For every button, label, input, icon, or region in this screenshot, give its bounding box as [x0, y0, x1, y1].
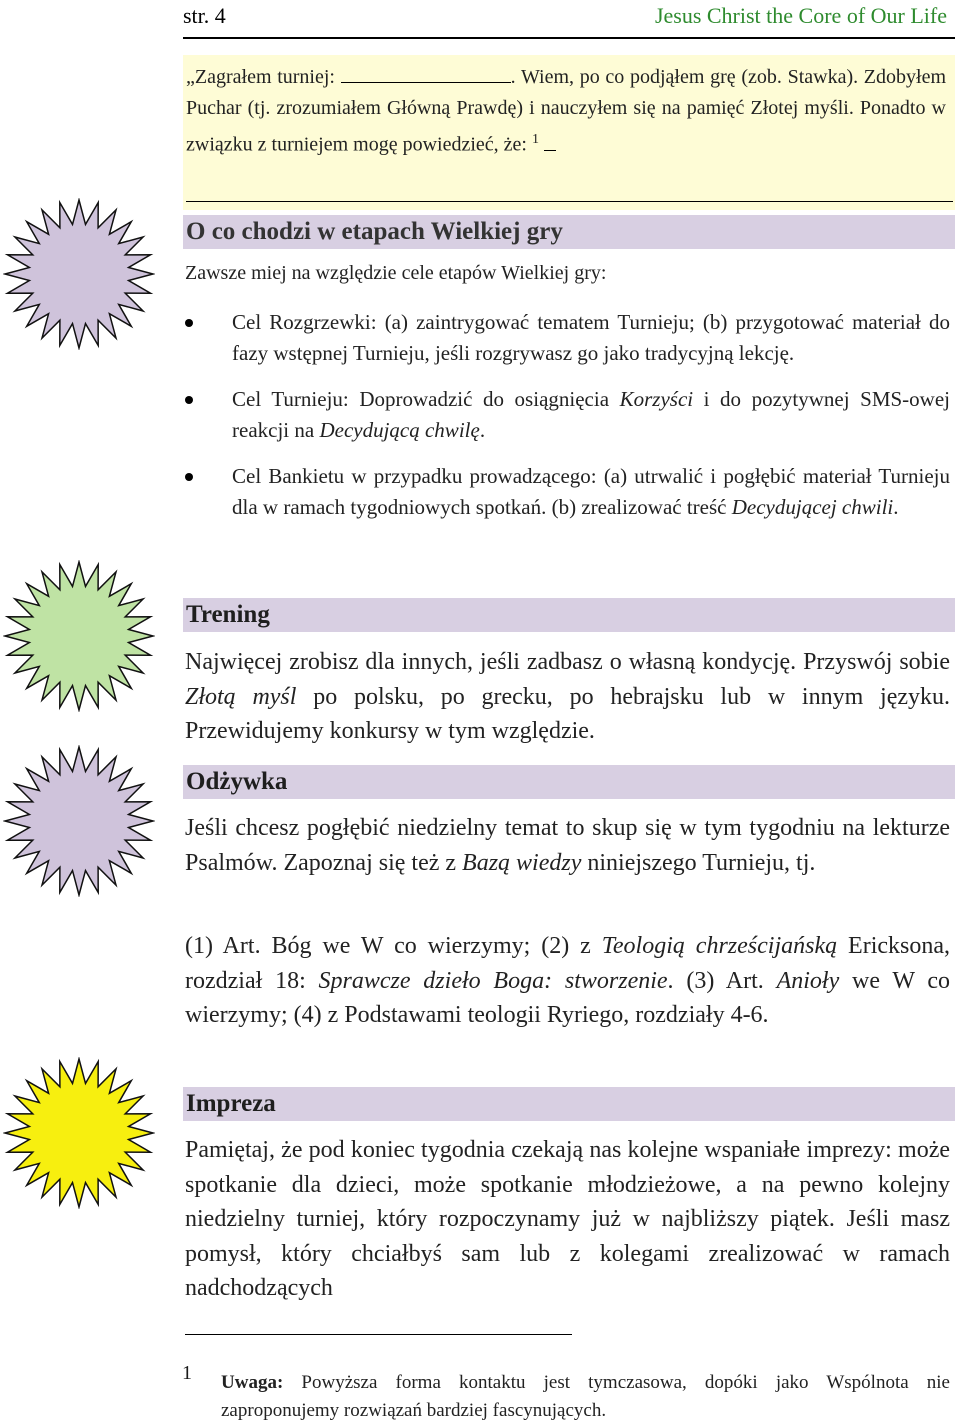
nutrition-text: [185, 811, 950, 880]
list-item: [185, 307, 950, 368]
page-header: [183, 0, 955, 39]
training-text: [185, 645, 950, 749]
bullet-text: Cel Bankietu w przypadku prowadzącego: (a) utrwalić i pogłębić materiał Turnieju dla w ramach tygodniowych spotkań. (b) zrealizować treść: [232, 464, 950, 519]
reading-list: [185, 929, 950, 1033]
footnote-body: Powyższa forma kontaktu jest tymczasowa, dopóki jako Wspólnota nie zaproponujemy rozwiązań bardziej fascynujących.: [221, 1372, 950, 1421]
star-shape: [5, 1059, 153, 1207]
footnote-number: 1: [182, 1362, 192, 1384]
star-shape: [5, 747, 153, 895]
intro-box: [183, 55, 955, 210]
intro-text: [186, 62, 946, 161]
goals-intro: Zawsze miej na względzie cele etapów Wielkiej gry:: [185, 262, 607, 284]
training-text-part: po polsku, po grecku, po hebrajsku lub w innym języku. Przewidujemy konkursy w tym względzie.: [185, 683, 950, 744]
star-shape: [5, 200, 153, 348]
reading-text-part: (1) Art. Bóg we W co wierzymy; (2) z: [185, 933, 602, 959]
nutrition-text-part: niniejszego Turnieju, tj.: [581, 849, 816, 876]
reading-emphasis: Anioły: [776, 967, 840, 994]
training-heading: Trening: [183, 598, 955, 632]
yellow-star-icon: [3, 1057, 155, 1209]
purple-star-icon: [3, 745, 155, 897]
goals-heading: O co chodzi w etapach Wielkiej gry: [183, 215, 955, 249]
reading-emphasis: Sprawcze dzieło Boga: stworzenie: [318, 967, 668, 994]
bullet-icon: [185, 319, 193, 327]
bullet-text: Cel Turnieju: Doprowadzić do osiągnięcia: [232, 387, 620, 411]
list-item: [185, 384, 950, 445]
goals-list: [185, 307, 950, 538]
bullet-text: .: [479, 417, 486, 442]
footnote-label: Uwaga:: [221, 1372, 284, 1393]
green-star-icon: [3, 560, 155, 712]
reading-text-part: Ericksona, rozdział 18:: [185, 933, 951, 994]
bullet-emphasis: Korzyści: [619, 387, 694, 411]
intro-text-rest: . Wiem, po co podjąłem grę (zob. Stawka). Zdobyłem Puchar (tj. zrozumiałem Główną Prawdę) i nauczyłem się na pamięć Złotej myśli. Ponadto w związku z turniejem mogę powiedzieć, że:: [186, 66, 947, 156]
star-shape: [5, 562, 153, 710]
answer-blank-short[interactable]: [544, 136, 556, 151]
answer-line[interactable]: [186, 201, 953, 202]
bullet-text: .: [893, 494, 899, 519]
book-title: Jesus Christ the Core of Our Life: [654, 3, 947, 28]
event-text: Pamiętaj, że pod koniec tygodnia czekają nas kolejne wspaniałe imprezy: może spotkanie dla dzieci, może spotkanie młodzieżowe, a na pewno kolejny niedzielny turniej, który rozpoczynamy już w najbliższy piątek. Jeśli masz pomysł, który chciałbyś sam lub z kolegami zrealizować w ramach nadchodzących: [185, 1137, 950, 1301]
event-heading: Impreza: [183, 1087, 955, 1121]
footnote-reference[interactable]: 1: [531, 132, 539, 147]
training-emphasis: Złotą myśl: [185, 683, 297, 710]
reading-text-part: . (3) Art.: [667, 967, 777, 994]
bullet-text: i do pozytywnej SMS-owej reakcji na: [232, 387, 950, 442]
reading-text-part: we W co wierzymy; (4) z Podstawami teologii Ryriego, rozdziały 4-6.: [185, 967, 951, 1028]
reading-emphasis: Teologią chrześcijańską: [601, 933, 838, 959]
answer-blank[interactable]: [341, 64, 511, 83]
training-text-part: Najwięcej zrobisz dla innych, jeśli zadbasz o własną kondycję. Przyswój sobie: [185, 649, 950, 675]
footnote-divider: [185, 1334, 572, 1335]
nutrition-emphasis: Bazą wiedzy: [462, 849, 582, 876]
bullet-icon: [185, 396, 193, 404]
page-number: str. 4: [183, 3, 226, 28]
purple-star-icon: [3, 198, 155, 350]
intro-text-start: „Zagrałem turniej:: [186, 66, 335, 88]
bullet-emphasis: Decydującą chwilę: [319, 417, 480, 442]
nutrition-heading: Odżywka: [183, 765, 955, 799]
list-item: [185, 461, 950, 522]
bullet-emphasis: Decydującej chwili: [731, 494, 894, 519]
bullet-text: Cel Rozgrzewki: (a) zaintrygować tematem Turnieju; (b) przygotować materiał do fazy wstępnej Turnieju, jeśli rozgrywasz go jako tradycyjną lekcję.: [232, 310, 950, 365]
bullet-icon: [185, 473, 193, 481]
nutrition-text-part: Jeśli chcesz pogłębić niedzielny temat to skup się w tym tygodniu na lekturze Psalmów. Zapoznaj się też z: [185, 815, 950, 876]
footnote-text: [221, 1369, 950, 1425]
